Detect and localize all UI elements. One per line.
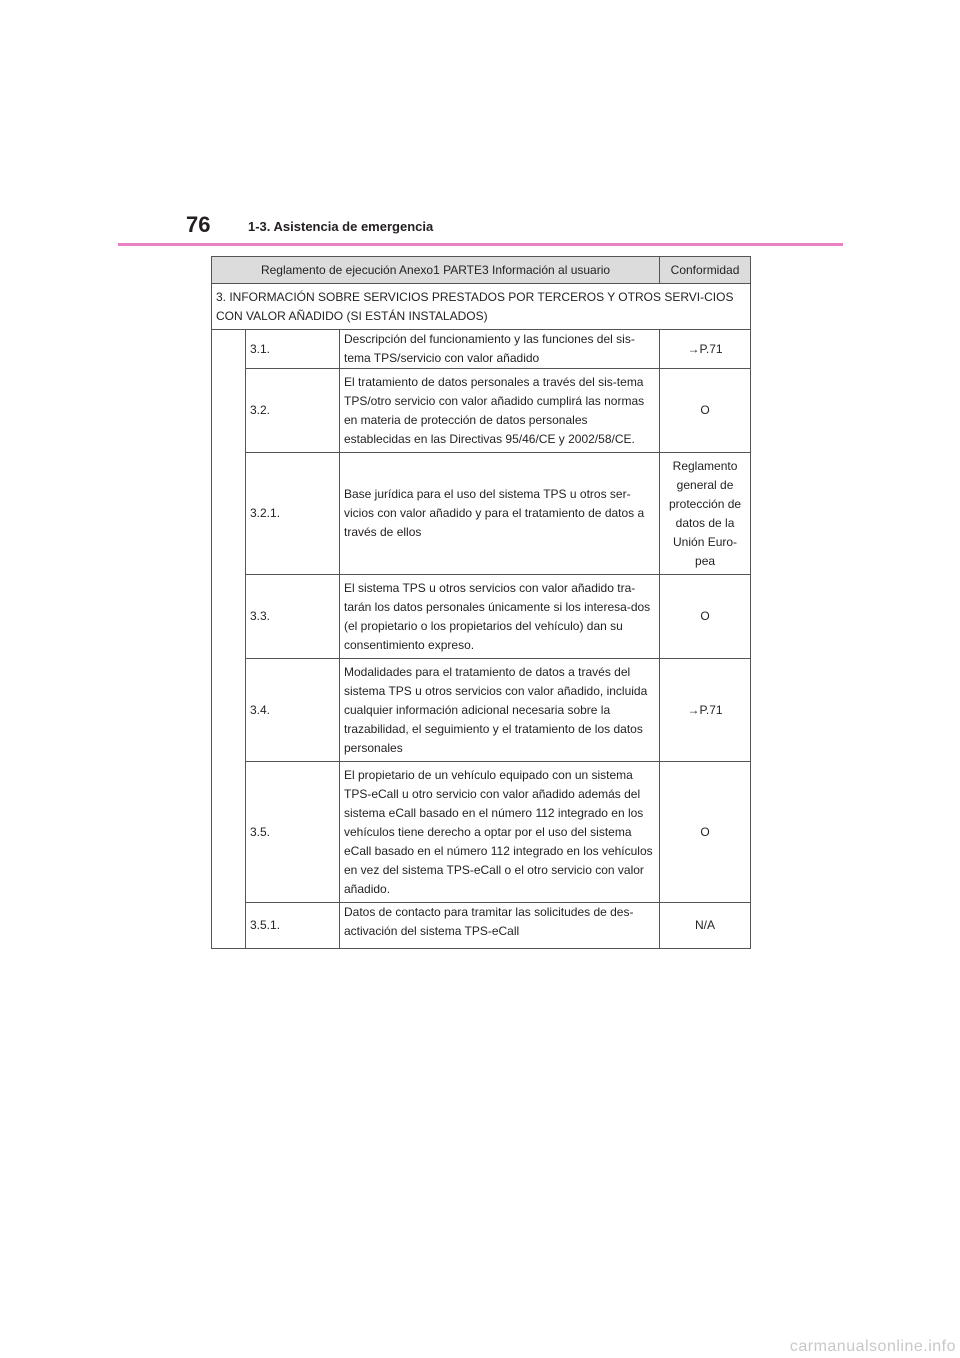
row-number: 3.1.: [246, 330, 340, 369]
row-conformity: O: [660, 369, 751, 453]
row-conformity: O: [660, 762, 751, 903]
row-number: 3.5.: [246, 762, 340, 903]
table-row: [212, 659, 751, 762]
table-row: [212, 903, 751, 949]
row-description: El propietario de un vehículo equipado con un sistema TPS-eCall u otro servicio con valor añadido además del sistema eCall basado en el número 112 integrado en los vehículos tiene derecho a optar por el uso del sistema eCall basado en el número 112 integrado en los vehículos en vez del sistema TPS-eCall o el otro servicio con valor añadido.: [340, 762, 660, 903]
row-description: El sistema TPS u otros servicios con valor añadido tra-tarán los datos personales únicamente si los interesa-dos (el propietario o los propietarios del vehículo) dan su consentimiento expreso.: [340, 575, 660, 659]
row-number: 3.4.: [246, 659, 340, 762]
row-conformity: →P.71: [660, 659, 751, 762]
table-row: [212, 330, 751, 369]
row-number: 3.2.: [246, 369, 340, 453]
row-number: 3.2.1.: [246, 453, 340, 575]
page-number: 76: [186, 212, 211, 237]
table-header-row: [212, 257, 751, 284]
section-title: 1-3. Asistencia de emergencia: [248, 219, 434, 234]
table-header-conformity: Conformidad: [660, 257, 751, 284]
row-description: Datos de contacto para tramitar las solicitudes de des-activación del sistema TPS-eCall: [340, 903, 660, 949]
row-description: El tratamiento de datos personales a través del sis-tema TPS/otro servicio con valor añadido cumplirá las normas en materia de protección de datos personales establecidas en las Directivas 95/46/CE y 2002/58/CE.: [340, 369, 660, 453]
row-description: Descripción del funcionamiento y las funciones del sis-tema TPS/servicio con valor añadido: [340, 330, 660, 369]
row-number: 3.3.: [246, 575, 340, 659]
table-row: [212, 575, 751, 659]
header-rule: [118, 243, 843, 246]
table-indent-cell: [212, 330, 246, 949]
table-row: [212, 369, 751, 453]
regulation-table: [211, 256, 751, 949]
table-row: [212, 762, 751, 903]
row-number: 3.5.1.: [246, 903, 340, 949]
row-conformity: N/A: [660, 903, 751, 949]
table-header-regulation: Reglamento de ejecución Anexo1 PARTE3 Información al usuario: [212, 257, 660, 284]
row-conformity: Reglamento general de protección de datos de la Unión Euro-pea: [660, 453, 751, 575]
watermark-text: carmanualsonline.info: [789, 1338, 956, 1355]
table-section-row: [212, 284, 751, 330]
row-conformity: →P.71: [660, 330, 751, 369]
row-description: Modalidades para el tratamiento de datos a través del sistema TPS u otros servicios con valor añadido, incluida cualquier información adicional necesaria sobre la trazabilidad, el seguimiento y el tratamiento de los datos personales: [340, 659, 660, 762]
row-conformity: O: [660, 575, 751, 659]
table-row: [212, 453, 751, 575]
table-section-title: 3. INFORMACIÓN SOBRE SERVICIOS PRESTADOS POR TERCEROS Y OTROS SERVI-CIOS CON VALOR AÑADIDO (SI ESTÁN INSTALADOS): [212, 284, 751, 330]
row-description: Base jurídica para el uso del sistema TPS u otros ser-vicios con valor añadido y para el tratamiento de datos a través de ellos: [340, 453, 660, 575]
